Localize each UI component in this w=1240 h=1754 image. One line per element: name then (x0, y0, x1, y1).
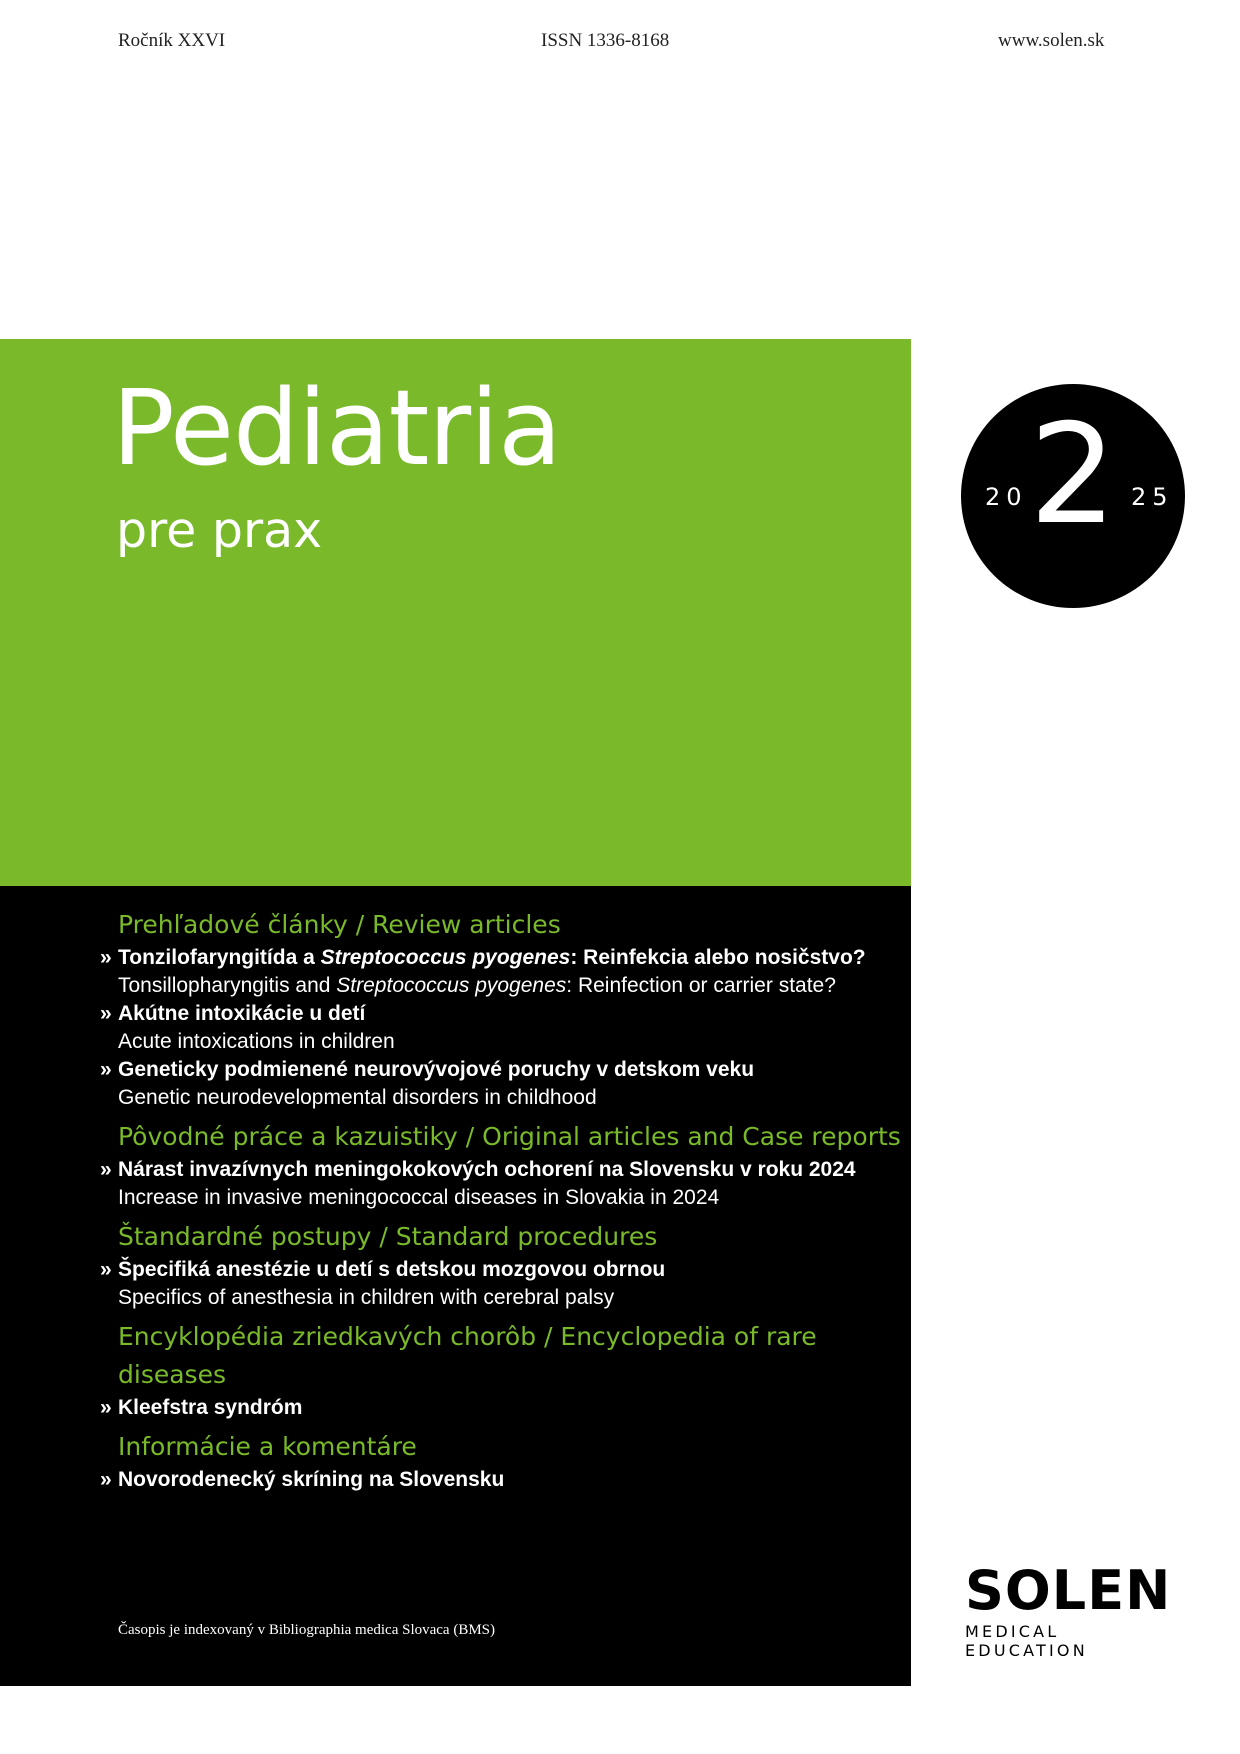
article-title-sk: Geneticky podmienené neurovývojové poruchy v detskom veku (118, 1058, 755, 1081)
bullet-icon: » (100, 1002, 112, 1025)
section-standard-procedures (0, 1218, 911, 1312)
contents-panel (0, 886, 911, 1686)
article-title-sk: Akútne intoxikácie u detí (118, 1002, 366, 1025)
section-information (0, 1428, 911, 1494)
article-item[interactable] (0, 944, 911, 1000)
article-title-en: Genetic neurodevelopmental disorders in childhood (118, 1086, 597, 1109)
bullet-icon: » (100, 1058, 112, 1081)
article-item[interactable] (0, 1056, 911, 1112)
journal-title: Pediatria (112, 367, 561, 489)
section-heading: Encyklopédia zriedkavých chorôb / Encyclopedia of rare diseases (118, 1322, 817, 1389)
article-item[interactable] (0, 1466, 911, 1494)
section-review-articles (0, 906, 911, 1112)
journal-subtitle: pre prax (116, 502, 323, 559)
article-item[interactable] (0, 1156, 911, 1212)
article-title-en: Tonsillopharyngitis and Streptococcus pyogenes: Reinfection or carrier state? (118, 974, 836, 997)
publisher-name: SOLEN (965, 1559, 1172, 1622)
article-title-en: Acute intoxications in children (118, 1030, 395, 1053)
section-heading: Pôvodné práce a kazuistiky / Original articles and Case reports (118, 1122, 901, 1151)
section-original-articles (0, 1118, 911, 1212)
section-heading: Informácie a komentáre (118, 1432, 417, 1461)
article-title-en: Increase in invasive meningococcal diseases in Slovakia in 2024 (118, 1186, 720, 1209)
article-item[interactable] (0, 1394, 911, 1422)
article-title-sk: Novorodenecký skríning na Slovensku (118, 1468, 505, 1491)
publisher-logo (965, 1559, 1185, 1660)
article-title-en: Specifics of anesthesia in children with cerebral palsy (118, 1286, 615, 1309)
issue-badge (961, 384, 1185, 608)
issn-label: ISSN 1336-8168 (541, 30, 670, 51)
website-link[interactable]: www.solen.sk (998, 30, 1105, 51)
volume-label: Ročník XXVI (118, 30, 226, 51)
article-item[interactable] (0, 1000, 911, 1056)
article-title-sk: Špecifiká anestézie u detí s detskou mozgovou obrnou (118, 1258, 666, 1281)
article-item[interactable] (0, 1256, 911, 1312)
bullet-icon: » (100, 1396, 112, 1419)
issue-number: 2 (1029, 394, 1117, 555)
section-rare-diseases (0, 1318, 911, 1422)
section-heading: Štandardné postupy / Standard procedures (118, 1222, 658, 1251)
bullet-icon: » (100, 1158, 112, 1181)
bullet-icon: » (100, 1468, 112, 1491)
bullet-icon: » (100, 946, 112, 969)
issue-year-right: 25 (1131, 483, 1174, 511)
section-heading: Prehľadové články / Review articles (118, 910, 561, 939)
article-title-sk: Kleefstra syndróm (118, 1396, 303, 1419)
issue-year-left: 20 (985, 483, 1028, 511)
bullet-icon: » (100, 1258, 112, 1281)
article-title-sk: Nárast invazívnych meningokokových ochorení na Slovensku v roku 2024 (118, 1158, 856, 1181)
table-of-contents (0, 906, 911, 1500)
publisher-tagline: MEDICAL EDUCATION (965, 1622, 1088, 1660)
indexing-note: Časopis je indexovaný v Bibliographia medica Slovaca (BMS) (118, 1622, 496, 1638)
article-title-sk: Tonzilofaryngitída a Streptococcus pyogenes: Reinfekcia alebo nosičstvo? (118, 946, 866, 969)
